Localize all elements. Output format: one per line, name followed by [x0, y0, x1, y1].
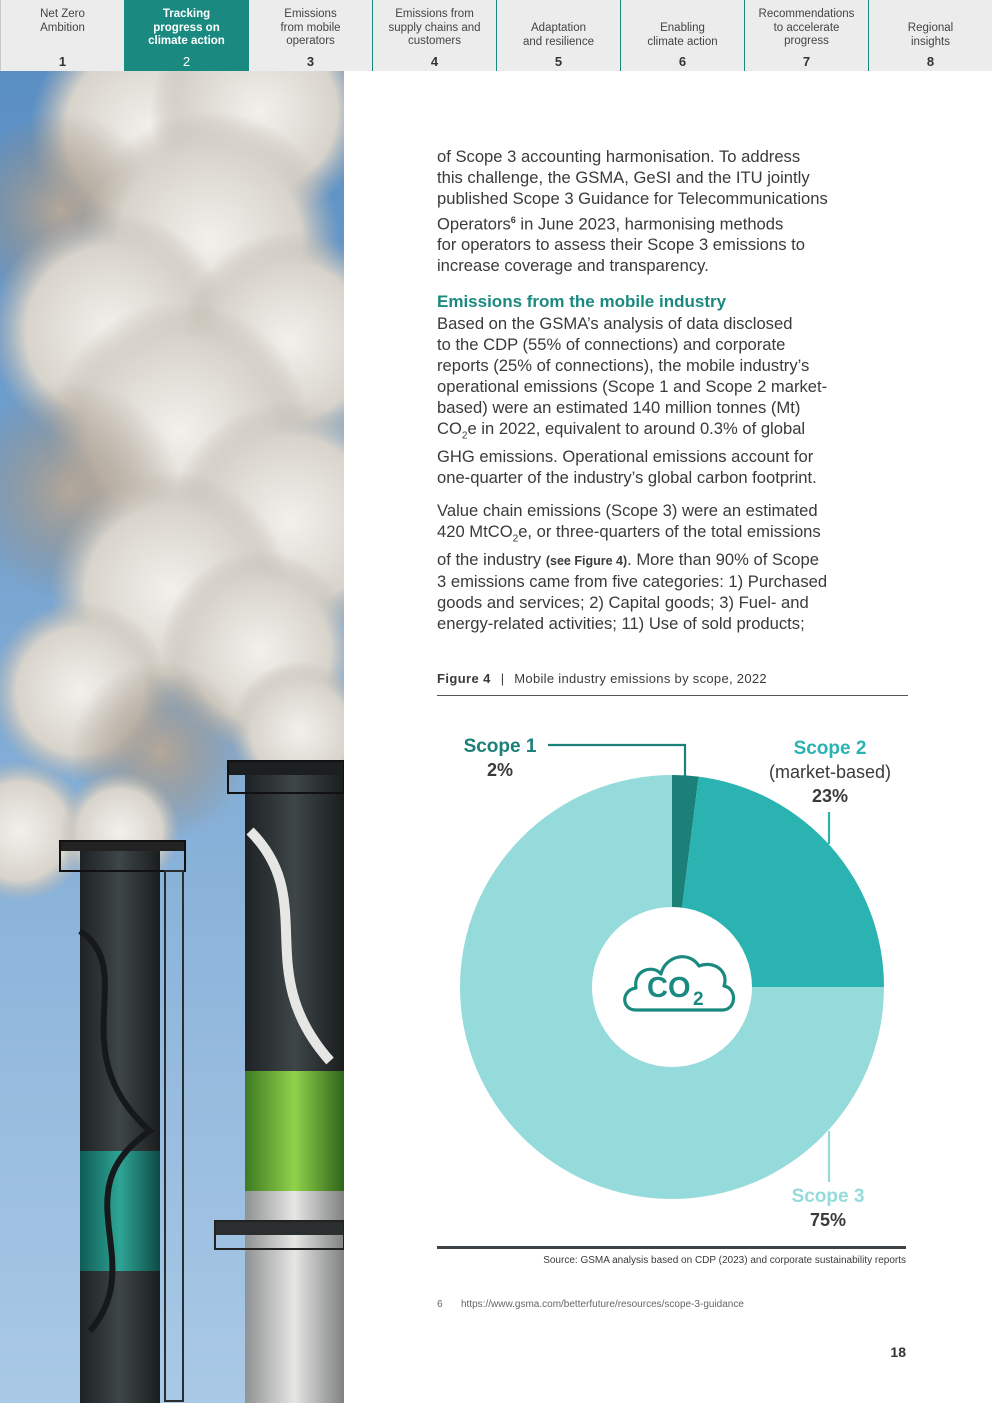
text-line: goods and services; 2) Capital goods; 3) Fuel- and: [437, 592, 809, 612]
tab-label: Emissions: [284, 8, 337, 20]
text-line: this challenge, the GSMA, GeSI and the ITU jointly: [437, 167, 810, 187]
text-line: [437, 550, 909, 572]
tab-label: insights: [911, 35, 950, 48]
tab-number: 7: [802, 54, 811, 69]
emissions-donut-chart: [437, 720, 917, 1240]
section-nav: [0, 0, 992, 71]
nav-tab-enabling-climate-action[interactable]: [620, 0, 744, 71]
text-fragment: Operators: [437, 214, 511, 234]
tab-number: 8: [926, 54, 935, 69]
text-line: to the CDP (55% of connections) and corporate: [437, 334, 786, 354]
text-line: of Scope 3 accounting harmonisation. To address: [437, 147, 801, 166]
tab-number: 5: [554, 54, 563, 69]
text-line: GHG emissions. Operational emissions account for: [437, 446, 814, 466]
tab-label: progress on: [153, 21, 220, 34]
tab-label: Net Zero: [40, 8, 85, 20]
caption-divider: [437, 695, 908, 696]
text-line: published Scope 3 Guidance for Telecommunications: [437, 188, 828, 208]
scope3-label: Scope 3: [791, 1186, 865, 1207]
scope1-leader-line: [548, 745, 685, 776]
scope2-value: 23%: [811, 786, 849, 806]
tab-label: Enabling: [660, 22, 705, 34]
scope2-label: Scope 2: [793, 738, 867, 759]
footnote-ref[interactable]: 6: [510, 214, 516, 225]
tab-number: 3: [306, 54, 315, 69]
tab-label: from mobile: [280, 21, 341, 34]
nav-tab-recommendations[interactable]: [744, 0, 868, 71]
tab-label: Regional: [907, 22, 954, 34]
text-line: [437, 210, 909, 235]
subscript: 2: [512, 533, 519, 545]
nav-tab-tracking-progress[interactable]: [124, 0, 248, 71]
intro-paragraph: [437, 147, 909, 277]
text-fragment: CO: [437, 418, 462, 438]
tab-label: climate action: [148, 35, 225, 47]
figure-reference[interactable]: (see Figure 4): [545, 554, 628, 569]
tab-number: 4: [430, 54, 439, 69]
nav-tab-net-zero-ambition[interactable]: [0, 0, 124, 71]
tab-label: operators: [286, 35, 335, 47]
text-line: based) were an estimated 140 million tonnes (Mt): [437, 397, 801, 417]
scope2-sublabel: (market-based): [768, 762, 892, 782]
nav-tab-regional-insights[interactable]: [868, 0, 992, 71]
footnote-link[interactable]: https://www.gsma.com/betterfuture/resources/scope-3-guidance: [461, 1299, 744, 1310]
tab-label: customers: [407, 35, 462, 47]
text-line: reports (25% of connections), the mobile industry’s: [437, 355, 810, 375]
text-fragment: e in 2022, equivalent to around 0.3% of global: [467, 418, 806, 438]
co2-icon-text: CO: [647, 972, 691, 1004]
text-line: 3 emissions came from five categories: 1) Purchased: [437, 572, 828, 592]
tab-label: climate action: [647, 35, 718, 48]
text-fragment: e, or three-quarters of the total emissions: [518, 521, 821, 541]
nav-tab-adaptation-resilience[interactable]: [496, 0, 620, 71]
page-number: 18: [890, 1344, 906, 1360]
scope3-value: 75%: [809, 1210, 847, 1230]
tab-number: 2: [182, 54, 191, 69]
figure-caption: [437, 671, 908, 686]
co2-icon-subscript: 2: [693, 989, 704, 1010]
tab-label: Emissions from: [395, 8, 474, 20]
tab-label: Ambition: [40, 21, 85, 34]
nav-tab-emissions-supply-chains[interactable]: [372, 0, 496, 71]
footnote-number: 6: [437, 1299, 443, 1310]
figure-bottom-rule: [437, 1246, 906, 1249]
scope1-value: 2%: [486, 760, 514, 780]
tab-label: to accelerate: [773, 21, 840, 34]
figure-title: Mobile industry emissions by scope, 2022: [514, 671, 767, 686]
text-line: one-quarter of the industry’s global carbon footprint.: [437, 467, 817, 487]
tab-label: Tracking: [162, 8, 211, 20]
text-line: [437, 522, 909, 550]
text-fragment: of the industry: [437, 550, 546, 570]
section-heading: Emissions from the mobile industry: [437, 292, 727, 311]
text-line: energy-related activities; 11) Use of sold products;: [437, 613, 805, 633]
subscript: 2: [461, 429, 468, 441]
figure-label: Figure 4: [437, 671, 491, 686]
text-line: for operators to assess their Scope 3 emissions to: [437, 235, 806, 255]
text-fragment: . More than 90% of Scope: [627, 550, 819, 570]
figure-source: Source: GSMA analysis based on CDP (2023) and corporate sustainability reports: [543, 1255, 906, 1266]
text-fragment: in June 2023, harmonising methods: [515, 214, 784, 234]
tab-label: progress: [784, 35, 829, 47]
footnote: [437, 1299, 744, 1310]
text-line: Based on the GSMA’s analysis of data disclosed: [437, 314, 793, 333]
operational-emissions-paragraph: [437, 314, 909, 489]
nav-tab-emissions-mobile-operators[interactable]: [248, 0, 372, 71]
scope1-label: Scope 1: [463, 736, 537, 757]
caption-separator: |: [500, 671, 505, 686]
smokestack-photo: [0, 71, 344, 1403]
tab-label: and resilience: [523, 35, 594, 48]
tab-label: Recommendations: [758, 8, 855, 20]
tab-label: supply chains and: [388, 21, 481, 34]
text-fragment: 420 MtCO: [437, 521, 513, 541]
value-chain-paragraph: [437, 501, 909, 635]
tab-number: 6: [678, 54, 687, 69]
text-line: operational emissions (Scope 1 and Scope 2 market-: [437, 376, 828, 396]
tab-label: Adaptation: [531, 22, 586, 34]
text-line: increase coverage and transparency.: [437, 256, 709, 276]
tab-number: 1: [58, 54, 67, 69]
text-line: Value chain emissions (Scope 3) were an estimated: [437, 501, 818, 520]
text-line: [437, 419, 909, 447]
